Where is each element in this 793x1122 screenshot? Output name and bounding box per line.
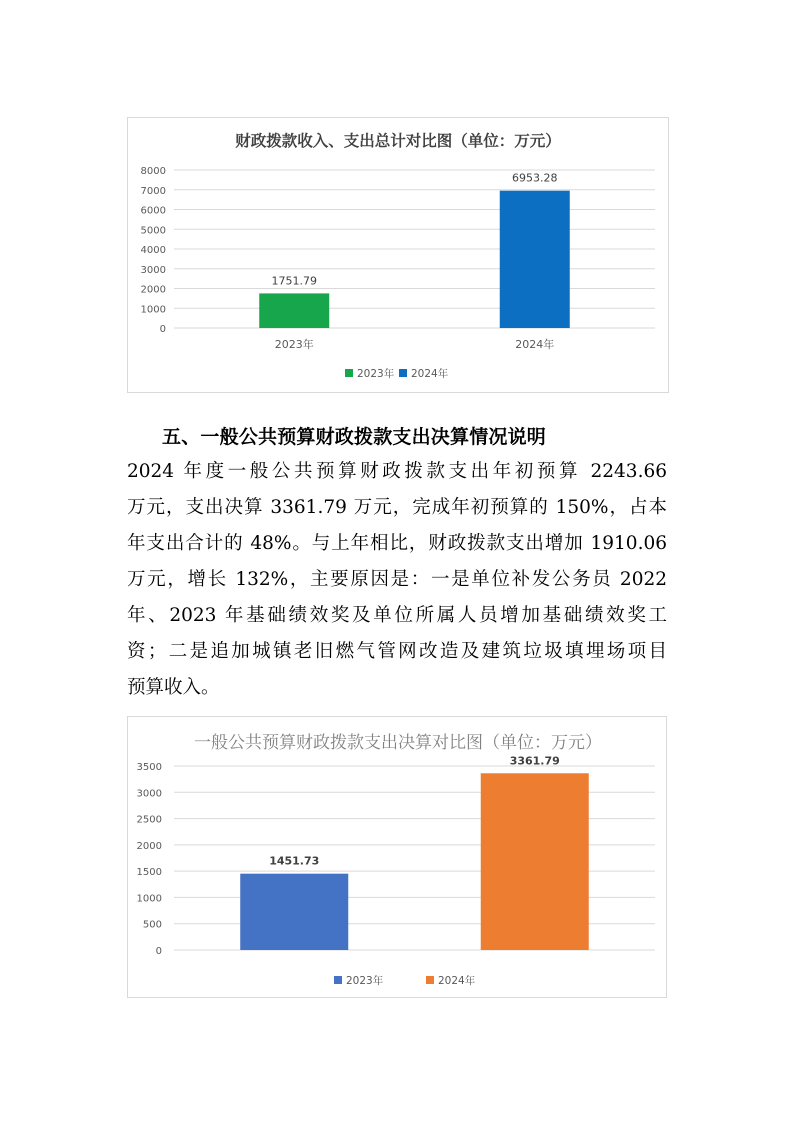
chart-title: 一般公共预算财政拨款支出决算对比图（单位：万元） — [194, 733, 602, 753]
general-budget-expenditure-comparison-chart — [127, 716, 667, 998]
y-tick-label: 1000 — [140, 304, 166, 316]
y-tick-label: 3000 — [140, 264, 166, 276]
y-tick-label: 0 — [159, 324, 166, 335]
y-tick-label: 3500 — [136, 762, 162, 773]
bar-2024年 — [481, 773, 589, 950]
y-tick-label: 1000 — [136, 893, 162, 905]
y-tick-label: 0 — [155, 946, 162, 957]
bar-2023年 — [240, 874, 348, 950]
y-tick-label: 6000 — [140, 205, 166, 217]
paragraph-line-2: 万元，支出决算 3361.79 万元，完成年初预算的 150%，占本 — [127, 497, 667, 518]
chart-canvas — [128, 118, 668, 392]
chart-title: 财政拨款收入、支出总计对比图（单位：万元） — [235, 132, 561, 150]
bar-2023年 — [259, 293, 329, 328]
data-label: 1751.79 — [271, 274, 317, 288]
legend-label: 2023年 — [357, 368, 395, 380]
paragraph-line-1: 2024 年度一般公共预算财政拨款支出年初预算 2243.66 — [127, 461, 667, 482]
y-tick-label: 500 — [142, 919, 162, 931]
paragraph-line-4: 万元，增长 132%，主要原因是：一是单位补发公务员 2022 — [127, 569, 667, 590]
chart-canvas — [128, 717, 666, 997]
y-tick-label: 5000 — [140, 225, 166, 237]
legend-label: 2024年 — [438, 975, 476, 987]
bar-2024年 — [500, 191, 570, 328]
y-tick-label: 2500 — [136, 814, 162, 826]
y-tick-label: 2000 — [140, 284, 166, 296]
y-tick-label: 1500 — [136, 867, 162, 879]
paragraph-line-6: 资；二是追加城镇老旧燃气管网改造及建筑垃圾填埋场项目 — [127, 641, 667, 662]
legend-swatch — [399, 369, 407, 377]
legend-label: 2024年 — [411, 368, 449, 380]
y-tick-label: 4000 — [140, 245, 166, 256]
legend-label: 2023年 — [346, 975, 384, 987]
data-label: 1451.73 — [269, 854, 320, 868]
data-label: 6953.28 — [512, 171, 558, 185]
y-tick-label: 3000 — [136, 788, 162, 800]
y-tick-label: 8000 — [140, 166, 166, 177]
revenue-expenditure-comparison-chart — [127, 117, 669, 393]
x-category-label: 2024年 — [515, 338, 555, 351]
paragraph-line-7: 预算收入。 — [127, 677, 220, 698]
paragraph-line-5: 年、2023 年基础绩效奖及单位所属人员增加基础绩效奖工 — [127, 605, 667, 626]
section-heading: 五、一般公共预算财政拨款支出决算情况说明 — [162, 426, 547, 448]
y-tick-label: 2000 — [136, 840, 162, 852]
legend-swatch — [426, 976, 434, 984]
legend-swatch — [345, 369, 353, 377]
legend-swatch — [334, 976, 342, 984]
paragraph-line-3: 年支出合计的 48%。与上年相比，财政拨款支出增加 1910.06 — [127, 533, 667, 554]
y-tick-label: 7000 — [140, 185, 166, 197]
data-label: 3361.79 — [509, 754, 560, 768]
x-category-label: 2023年 — [274, 338, 314, 351]
